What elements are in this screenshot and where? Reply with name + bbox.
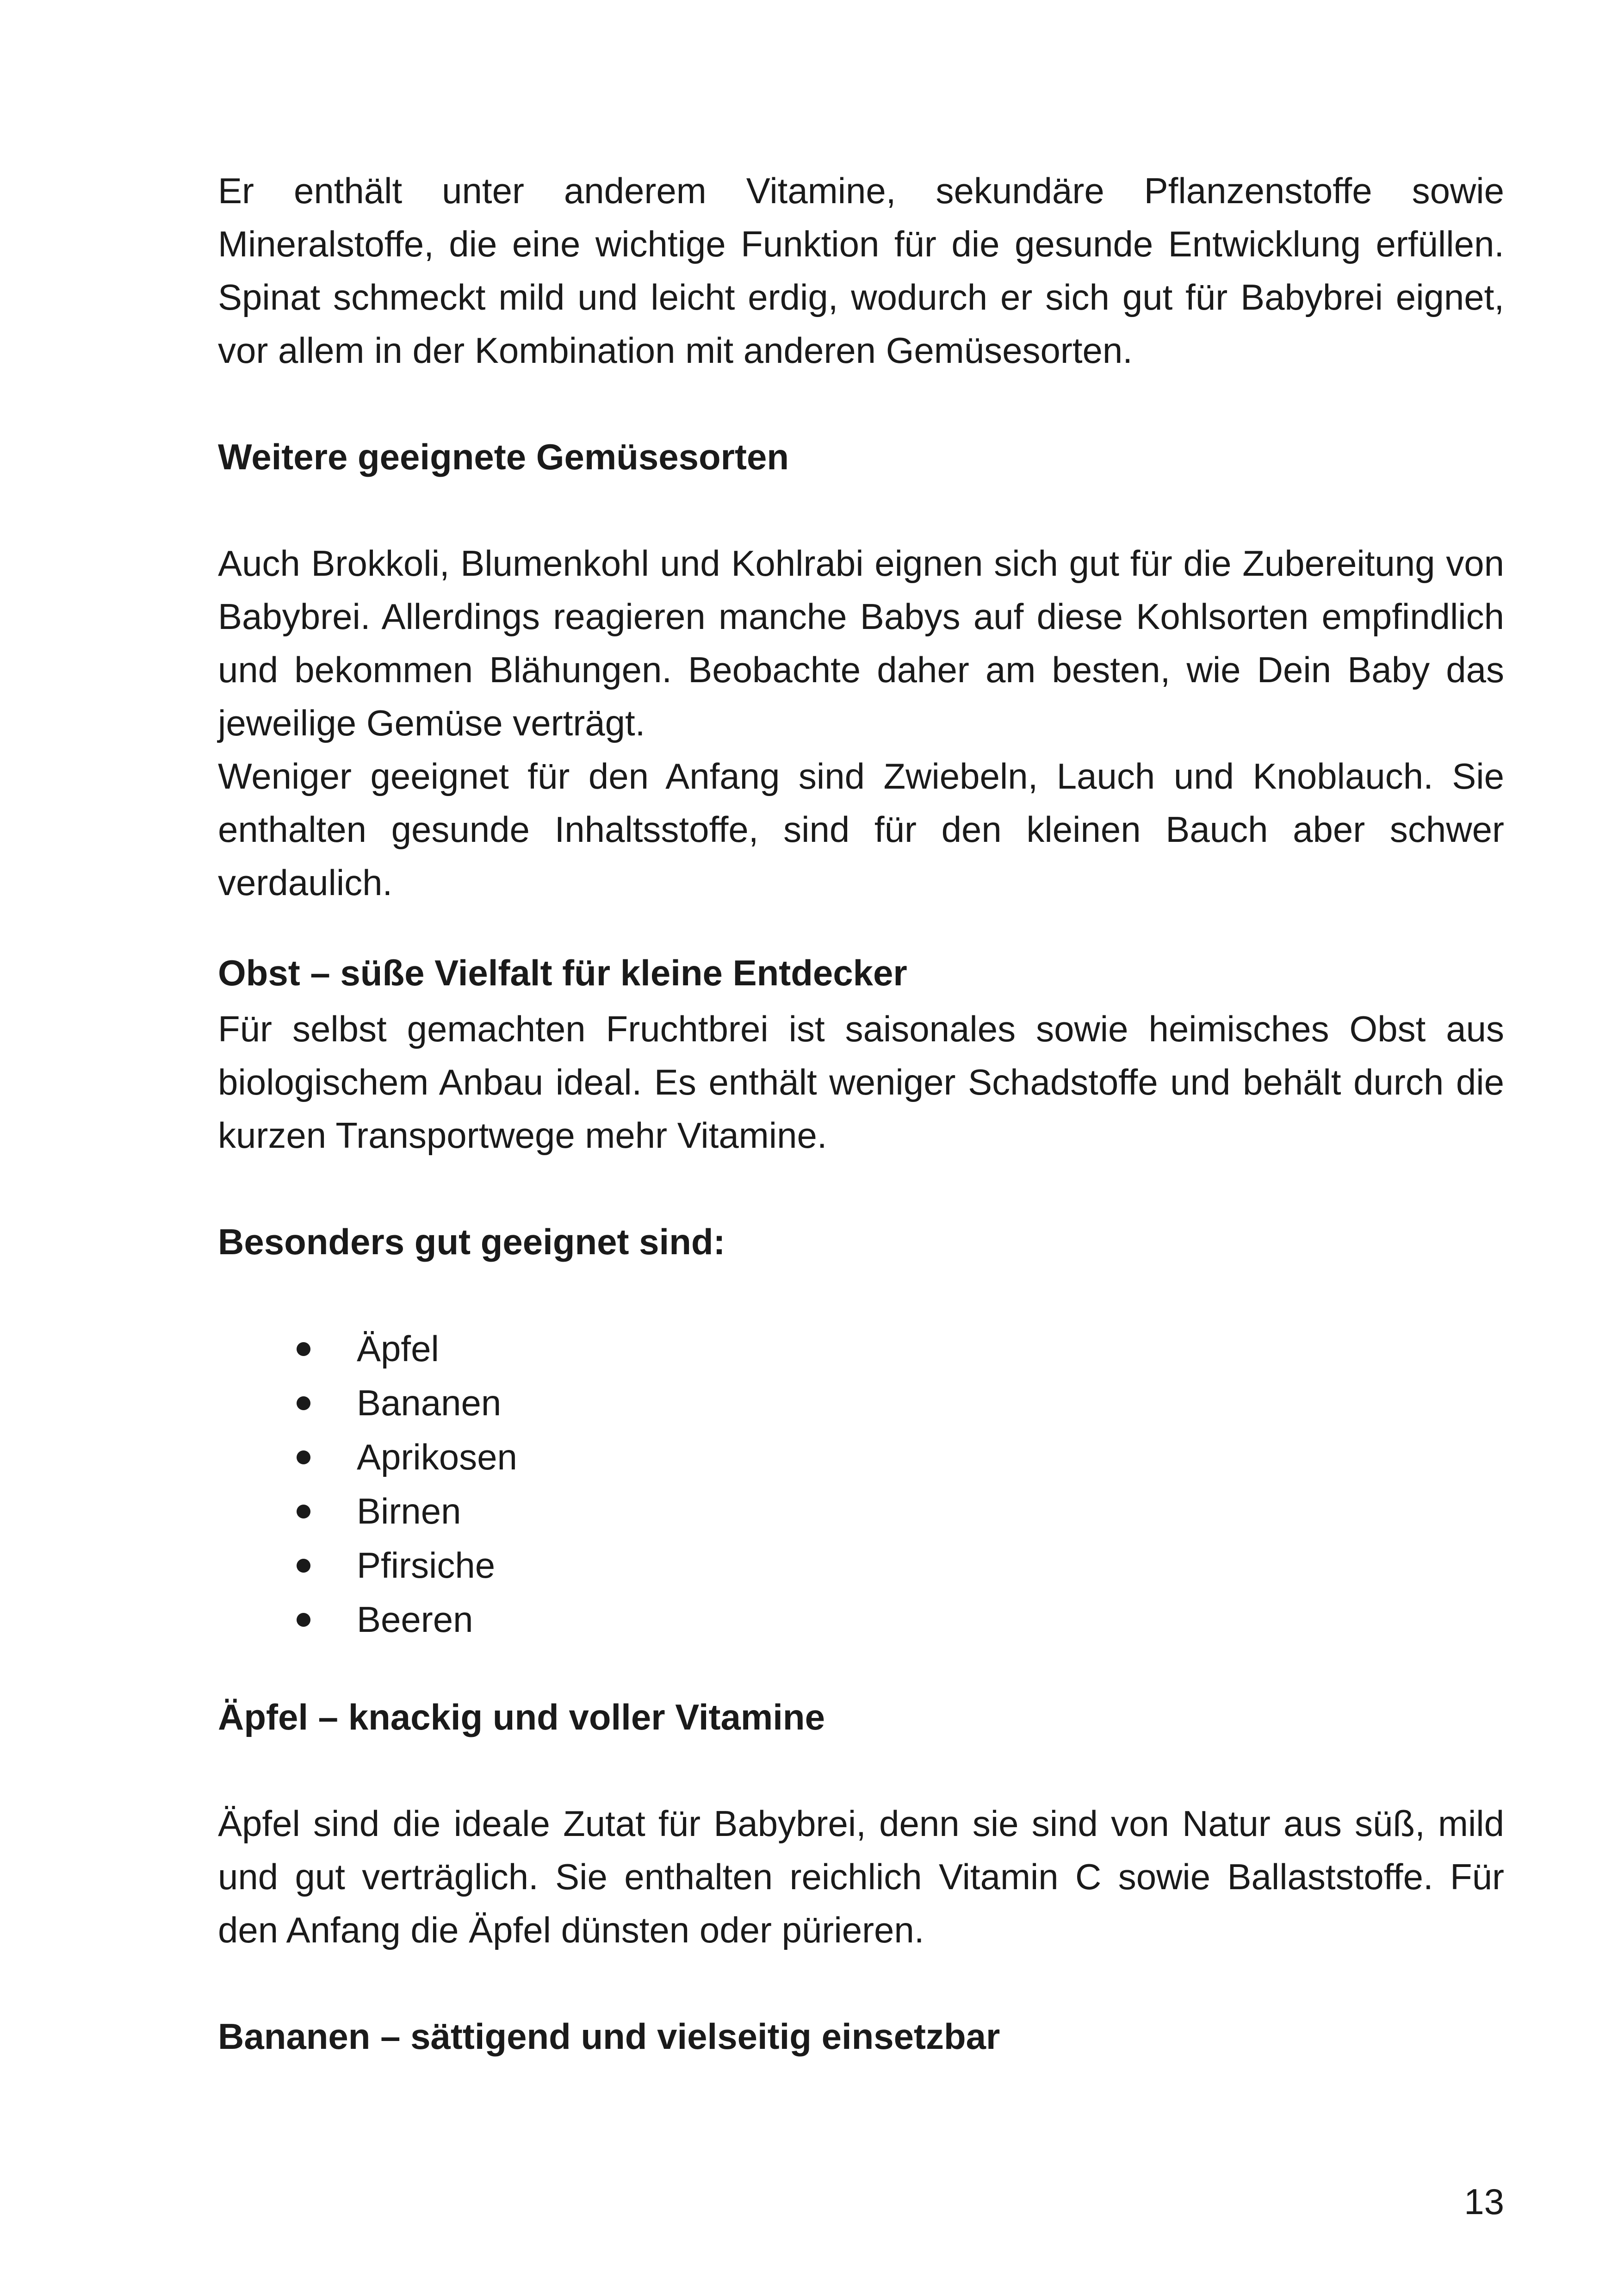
heading-bananen: Bananen – sättigend und vielseitig einsetzbar [218, 2016, 1000, 2057]
bullet-icon [297, 1613, 310, 1627]
paragraph-aepfel: Äpfel sind die ideale Zutat für Babybrei, denn sie sind von Natur aus süß, mild und gut verträglich. Sie enthalten reichlich Vitamin C sowie Ballaststoffe. Für den Anfang die Äpfel dünsten oder pürieren. [218, 1803, 1504, 1950]
list-item: Birnen [218, 1484, 1504, 1538]
list-item: Beeren [218, 1593, 1504, 1647]
list-item: Aprikosen [218, 1430, 1504, 1484]
heading-aepfel: Äpfel – knackig und voller Vitamine [218, 1697, 825, 1737]
bullet-icon [297, 1396, 310, 1410]
paragraph-obst: Für selbst gemachten Fruchtbrei ist saisonales sowie heimisches Obst aus biologischem Anbau ideal. Es enthält weniger Schadstoffe und behält durch die kurzen Transportwege mehr Vitamine. [218, 1008, 1504, 1156]
fruit-list [218, 1322, 1504, 1647]
list-item: Äpfel [218, 1322, 1504, 1376]
heading-besonders-geeignet: Besonders gut geeignet sind: [218, 1221, 725, 1262]
paragraph-gemuese-1: Auch Brokkoli, Blumenkohl und Kohlrabi eignen sich gut für die Zubereitung von Babybrei. Allerdings reagieren manche Babys auf diese Kohlsorten empfindlich und bekommen Blähungen. Beobachte daher am besten, wie Dein Baby das jeweilige Gemüse verträgt. [218, 543, 1504, 743]
list-item: Bananen [218, 1376, 1504, 1430]
page-number: 13 [1464, 2181, 1504, 2222]
bullet-icon [297, 1559, 310, 1573]
paragraph-intro: Er enthält unter anderem Vitamine, sekundäre Pflanzenstoffe sowie Mineralstoffe, die eine wichtige Funktion für die gesunde Entwicklung erfüllen. Spinat schmeckt mild und leicht erdig, wodurch er sich gut für Babybrei eignet, vor allem in der Kombination mit anderen Gemüsesorten. [218, 170, 1504, 371]
heading-weitere-gemuesesorten: Weitere geeignete Gemüsesorten [218, 436, 789, 477]
page-content [218, 164, 1504, 2063]
paragraph-gemuese-2: Weniger geeignet für den Anfang sind Zwiebeln, Lauch und Knoblauch. Sie enthalten gesunde Inhaltsstoffe, sind für den kleinen Bauch aber schwer verdaulich. [218, 756, 1504, 903]
bullet-icon [297, 1450, 310, 1464]
list-item: Pfirsiche [218, 1538, 1504, 1593]
bullet-icon [297, 1505, 310, 1518]
bullet-icon [297, 1342, 310, 1356]
heading-obst: Obst – süße Vielfalt für kleine Entdecker [218, 952, 907, 993]
